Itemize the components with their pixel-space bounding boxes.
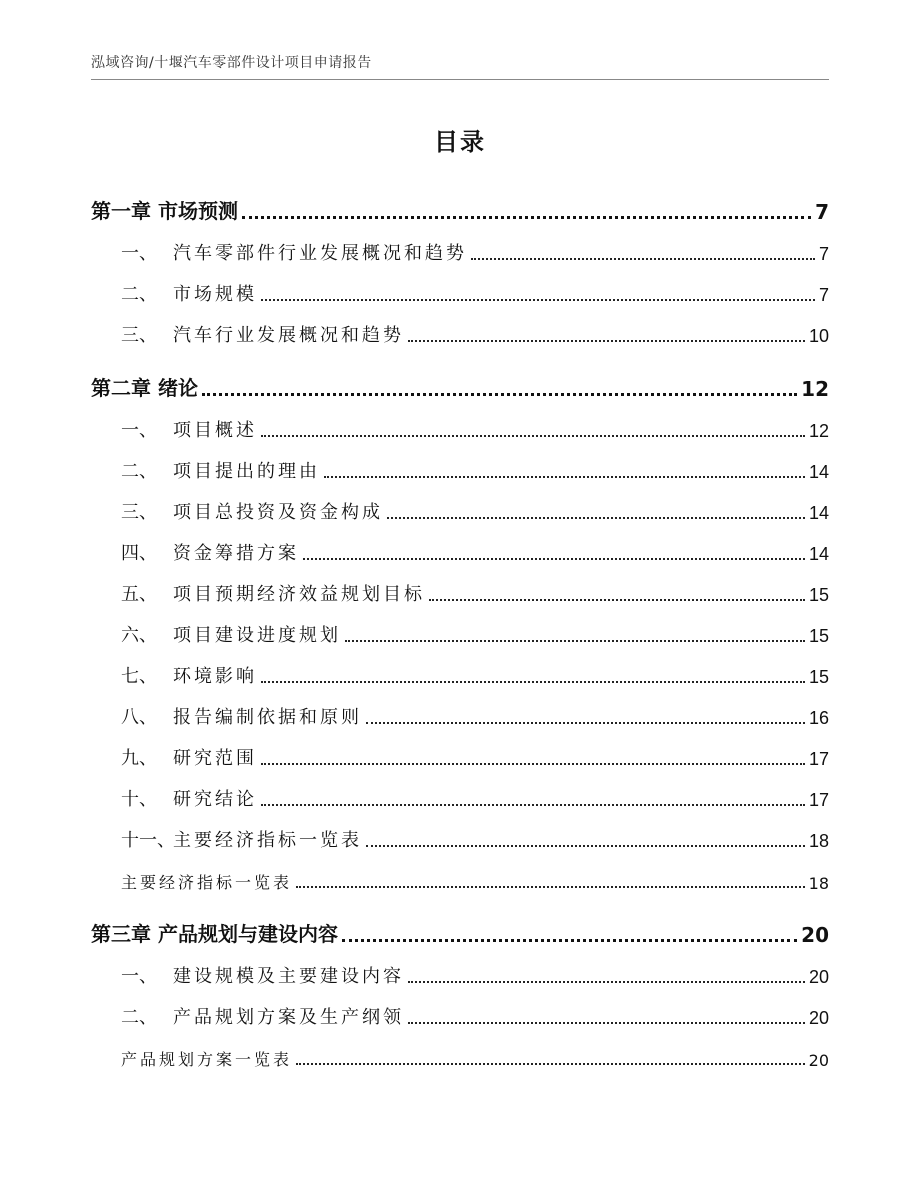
toc-entry-number: 十一、 [121, 830, 175, 851]
header-divider [91, 79, 829, 80]
toc-chapter-entry[interactable] [91, 903, 829, 947]
toc-entry-label [91, 918, 338, 947]
toc-leader-dots [387, 517, 805, 519]
toc-entry-text: 汽车零部件行业发展概况和趋势 [173, 243, 467, 264]
toc-leader-dots [261, 681, 805, 683]
toc-table-entry[interactable] [91, 1029, 829, 1070]
toc-entry-label [91, 457, 320, 483]
toc-leader-dots [366, 722, 805, 724]
toc-entry-text: 研究结论 [173, 789, 257, 810]
toc-section-entry[interactable] [91, 565, 829, 606]
toc-entry-number: 五、 [121, 584, 157, 605]
toc-entry-text: 主要经济指标一览表 [121, 873, 293, 892]
toc-page-number: 10 [808, 326, 829, 346]
toc-leader-dots [366, 845, 805, 847]
toc-page-number: 20 [808, 967, 829, 987]
toc-leader-dots [296, 886, 805, 888]
toc-entry-label [91, 321, 404, 347]
table-of-contents [91, 180, 829, 1070]
toc-leader-dots [342, 939, 797, 942]
toc-entry-text: 第二章 绪论 [91, 376, 198, 400]
toc-page-number: 18 [808, 874, 829, 893]
toc-entry-number: 四、 [121, 543, 157, 564]
toc-page-number: 12 [808, 421, 829, 441]
toc-entry-label [91, 703, 362, 729]
toc-leader-dots [242, 216, 811, 219]
toc-leader-dots [471, 258, 815, 260]
toc-page-number: 15 [808, 667, 829, 687]
toc-page-number: 14 [808, 544, 829, 564]
toc-entry-text: 研究范围 [173, 748, 257, 769]
toc-entry-text: 市场规模 [173, 284, 257, 305]
toc-section-entry[interactable] [91, 647, 829, 688]
toc-entry-label [91, 1047, 292, 1070]
toc-leader-dots [408, 981, 805, 983]
toc-entry-number: 二、 [121, 284, 157, 305]
toc-leader-dots [261, 763, 805, 765]
toc-section-entry[interactable] [91, 606, 829, 647]
toc-leader-dots [261, 299, 815, 301]
toc-page-number: 12 [801, 377, 829, 401]
toc-entry-text: 项目总投资及资金构成 [173, 502, 383, 523]
toc-leader-dots [303, 558, 805, 560]
toc-page-number: 14 [808, 503, 829, 523]
toc-entry-label [91, 195, 238, 224]
toc-entry-number: 三、 [121, 325, 157, 346]
toc-page-number: 14 [808, 462, 829, 482]
toc-entry-number: 二、 [121, 1007, 157, 1028]
toc-entry-number: 八、 [121, 707, 157, 728]
toc-entry-label [91, 1003, 404, 1029]
toc-leader-dots [408, 1022, 805, 1024]
toc-page-number: 20 [801, 923, 829, 947]
toc-section-entry[interactable] [91, 947, 829, 988]
toc-entry-label [91, 962, 404, 988]
toc-entry-number: 二、 [121, 461, 157, 482]
running-header: 泓域咨询/十堰汽车零部件设计项目申请报告 [91, 55, 372, 71]
toc-entry-label [91, 662, 257, 688]
toc-entry-label [91, 498, 383, 524]
toc-entry-label [91, 239, 467, 265]
toc-entry-text: 第三章 产品规划与建设内容 [91, 922, 338, 946]
toc-entry-text: 资金筹措方案 [173, 543, 299, 564]
toc-entry-number: 十、 [121, 789, 157, 810]
toc-entry-label [91, 870, 292, 893]
toc-entry-label [91, 785, 257, 811]
toc-entry-label [91, 621, 341, 647]
toc-leader-dots [324, 476, 805, 478]
toc-section-entry[interactable] [91, 811, 829, 852]
toc-entry-number: 九、 [121, 748, 157, 769]
toc-section-entry[interactable] [91, 729, 829, 770]
toc-leader-dots [408, 340, 805, 342]
toc-section-entry[interactable] [91, 483, 829, 524]
toc-entry-text: 第一章 市场预测 [91, 199, 238, 223]
toc-entry-text: 项目提出的理由 [173, 461, 320, 482]
toc-page-number: 7 [815, 200, 829, 224]
toc-entry-number: 一、 [121, 420, 157, 441]
toc-section-entry[interactable] [91, 442, 829, 483]
toc-leader-dots [296, 1063, 805, 1065]
toc-leader-dots [429, 599, 805, 601]
toc-section-entry[interactable] [91, 224, 829, 265]
toc-entry-number: 一、 [121, 966, 157, 987]
toc-entry-text: 报告编制依据和原则 [173, 707, 362, 728]
page-title: 目录 [434, 128, 486, 156]
toc-page-number: 17 [808, 790, 829, 810]
toc-entry-text: 产品规划方案及生产纲领 [173, 1007, 404, 1028]
toc-entry-number: 六、 [121, 625, 157, 646]
toc-entry-label [91, 826, 362, 852]
toc-entry-number: 三、 [121, 502, 157, 523]
toc-chapter-entry[interactable] [91, 180, 829, 224]
toc-entry-number: 一、 [121, 243, 157, 264]
toc-entry-number: 七、 [121, 666, 157, 687]
toc-entry-text: 汽车行业发展概况和趋势 [173, 325, 404, 346]
toc-entry-text: 主要经济指标一览表 [173, 830, 362, 851]
toc-entry-label [91, 580, 425, 606]
toc-section-entry[interactable] [91, 306, 829, 347]
toc-entry-text: 产品规划方案一览表 [121, 1050, 293, 1069]
toc-section-entry[interactable] [91, 988, 829, 1029]
toc-page-number: 7 [818, 244, 829, 264]
toc-section-entry[interactable] [91, 265, 829, 306]
toc-page-number: 20 [808, 1008, 829, 1028]
toc-entry-text: 项目建设进度规划 [173, 625, 341, 646]
toc-leader-dots [202, 393, 797, 396]
toc-entry-label [91, 744, 257, 770]
toc-entry-label [91, 416, 257, 442]
toc-section-entry[interactable] [91, 688, 829, 729]
toc-leader-dots [261, 804, 805, 806]
toc-leader-dots [345, 640, 805, 642]
toc-leader-dots [261, 435, 805, 437]
toc-page-number: 18 [808, 831, 829, 851]
toc-entry-label [91, 280, 257, 306]
toc-table-entry[interactable] [91, 852, 829, 893]
toc-entry-text: 项目概述 [173, 420, 257, 441]
toc-entry-label [91, 539, 299, 565]
toc-page-number: 16 [808, 708, 829, 728]
toc-section-entry[interactable] [91, 401, 829, 442]
toc-page-number: 15 [808, 585, 829, 605]
toc-page-number: 15 [808, 626, 829, 646]
toc-page-number: 20 [808, 1051, 829, 1070]
toc-entry-text: 环境影响 [173, 666, 257, 687]
toc-entry-label [91, 372, 198, 401]
toc-entry-text: 建设规模及主要建设内容 [173, 966, 404, 987]
toc-page-number: 7 [818, 285, 829, 305]
toc-page-number: 17 [808, 749, 829, 769]
toc-chapter-entry[interactable] [91, 357, 829, 401]
toc-entry-text: 项目预期经济效益规划目标 [173, 584, 425, 605]
toc-section-entry[interactable] [91, 770, 829, 811]
toc-section-entry[interactable] [91, 524, 829, 565]
